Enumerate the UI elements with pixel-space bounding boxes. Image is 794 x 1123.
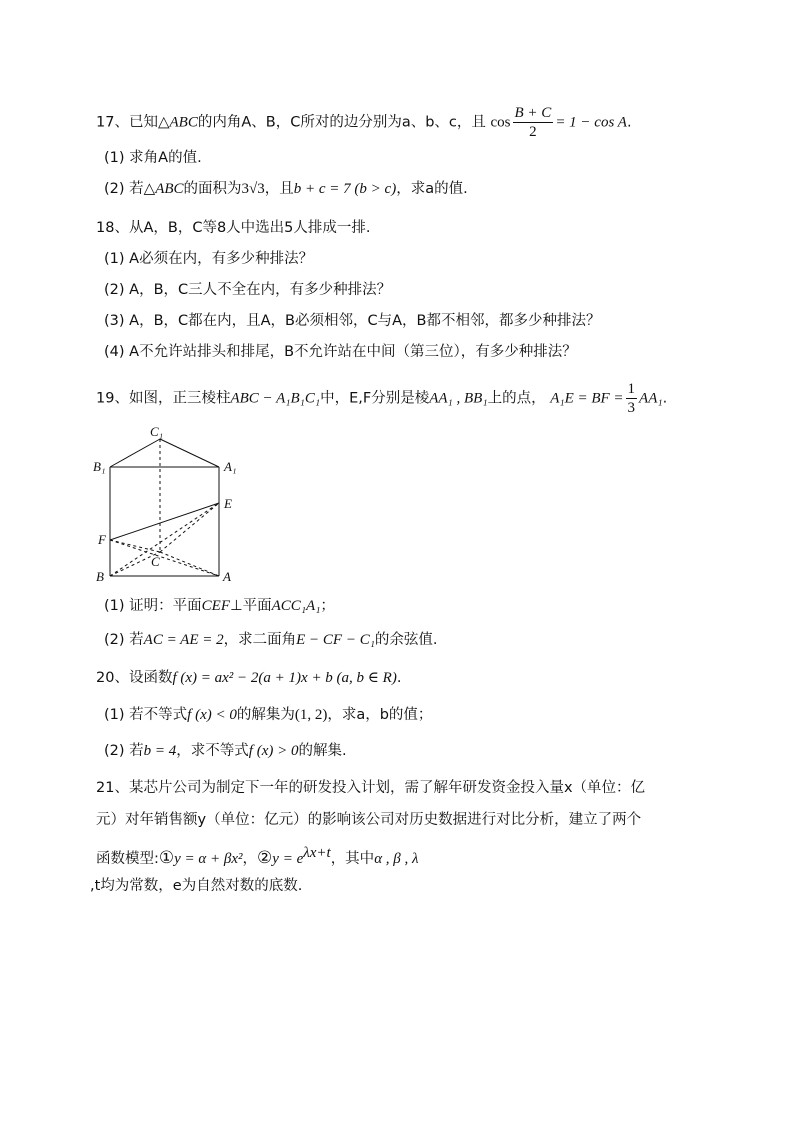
edge-b1-c1	[110, 439, 160, 467]
q17-stem: 17、已知△ABC的内角A、B，C所对的边分别为a、b、c，且 cos $\frac{B + C}{2}$ = 1 − cos A.	[96, 105, 632, 140]
segment-b-e	[110, 503, 219, 576]
prism-figure	[92, 422, 242, 587]
q19-part2: (2) 若AC = AE = 2，求二面角E − CF − C₁的余弦值.	[104, 632, 438, 648]
q19-part1: (1) 证明：平面CEF⊥平面ACC₁A₁；	[104, 598, 335, 614]
circled-two: ②	[257, 847, 273, 868]
label-c: C	[151, 554, 160, 569]
edge-c1-a1	[160, 439, 219, 467]
edge-c-a	[160, 552, 219, 576]
fraction: $\frac{B + C}{2}$	[514, 105, 552, 140]
q17-part2: (2) 若△ABC的面积为3√3，且b + c = 7 (b > c)，求a的值.	[104, 181, 468, 197]
label-a1: A₁	[224, 459, 237, 474]
segment-f-a	[110, 540, 219, 576]
q20-part1: (1) 若不等式f (x) < 0的解集为(1, 2)，求a，b的值；	[104, 707, 433, 723]
fraction: $\frac{1}{3}$	[627, 381, 636, 416]
label-c1: C₁	[150, 424, 164, 439]
segment-f-c	[110, 540, 160, 552]
q18-part3: (3) A，B，C都在内，且A，B必须相邻，C与A，B都不相邻，都多少种排法？	[104, 313, 601, 329]
label-b: B	[96, 569, 104, 584]
q19-stem: 19、如图，正三棱柱ABC − A₁B₁C₁中，E,F分别是棱AA₁ , BB₁上的点， A₁E = BF = $\frac{1}{3}$ AA₁.	[96, 381, 668, 416]
label-f: F	[98, 532, 106, 547]
q21-line1: 21、某芯片公司为制定下一年的研发投入计划，需了解年研发资金投入量x（单位：亿	[96, 780, 646, 796]
segment-c-e	[160, 503, 219, 552]
segment-f-e	[110, 503, 219, 540]
q21-line2: 元）对年销售额y（单位：亿元）的影响该公司对历史数据进行对比分析，建立了两个	[96, 812, 642, 828]
q21-line3: 函数模型:①y = α + βx²，②y = $e^{\lambda x+t}$，其中α , β , λ	[96, 845, 419, 868]
q21-line4: ,t均为常数，e为自然对数的底数.	[90, 878, 303, 894]
label-e: E	[224, 496, 232, 511]
q18-part4: (4) A不允许站排头和排尾，B不允许站在中间（第三位），有多少种排法？	[104, 344, 577, 360]
q20-stem: 20、设函数f (x) = ax² − 2(a + 1)x + b (a, b ∈ R).	[96, 670, 402, 686]
label-b1: B₁	[93, 459, 106, 474]
circled-one: ①	[158, 847, 175, 868]
q17-part1: (1) 求角A的值.	[104, 150, 202, 166]
q18-part2: (2) A，B，C三人不全在内，有多少种排法？	[104, 282, 392, 298]
triangle-symbol: △	[157, 114, 170, 131]
q18-stem: 18、从A，B，C等8人中选出5人排成一排.	[96, 220, 371, 236]
q18-part1: (1) A必须在内，有多少种排法？	[104, 251, 314, 267]
label-a: A	[223, 569, 231, 584]
q20-part2: (2) 若b = 4，求不等式f (x) > 0的解集.	[104, 743, 347, 759]
